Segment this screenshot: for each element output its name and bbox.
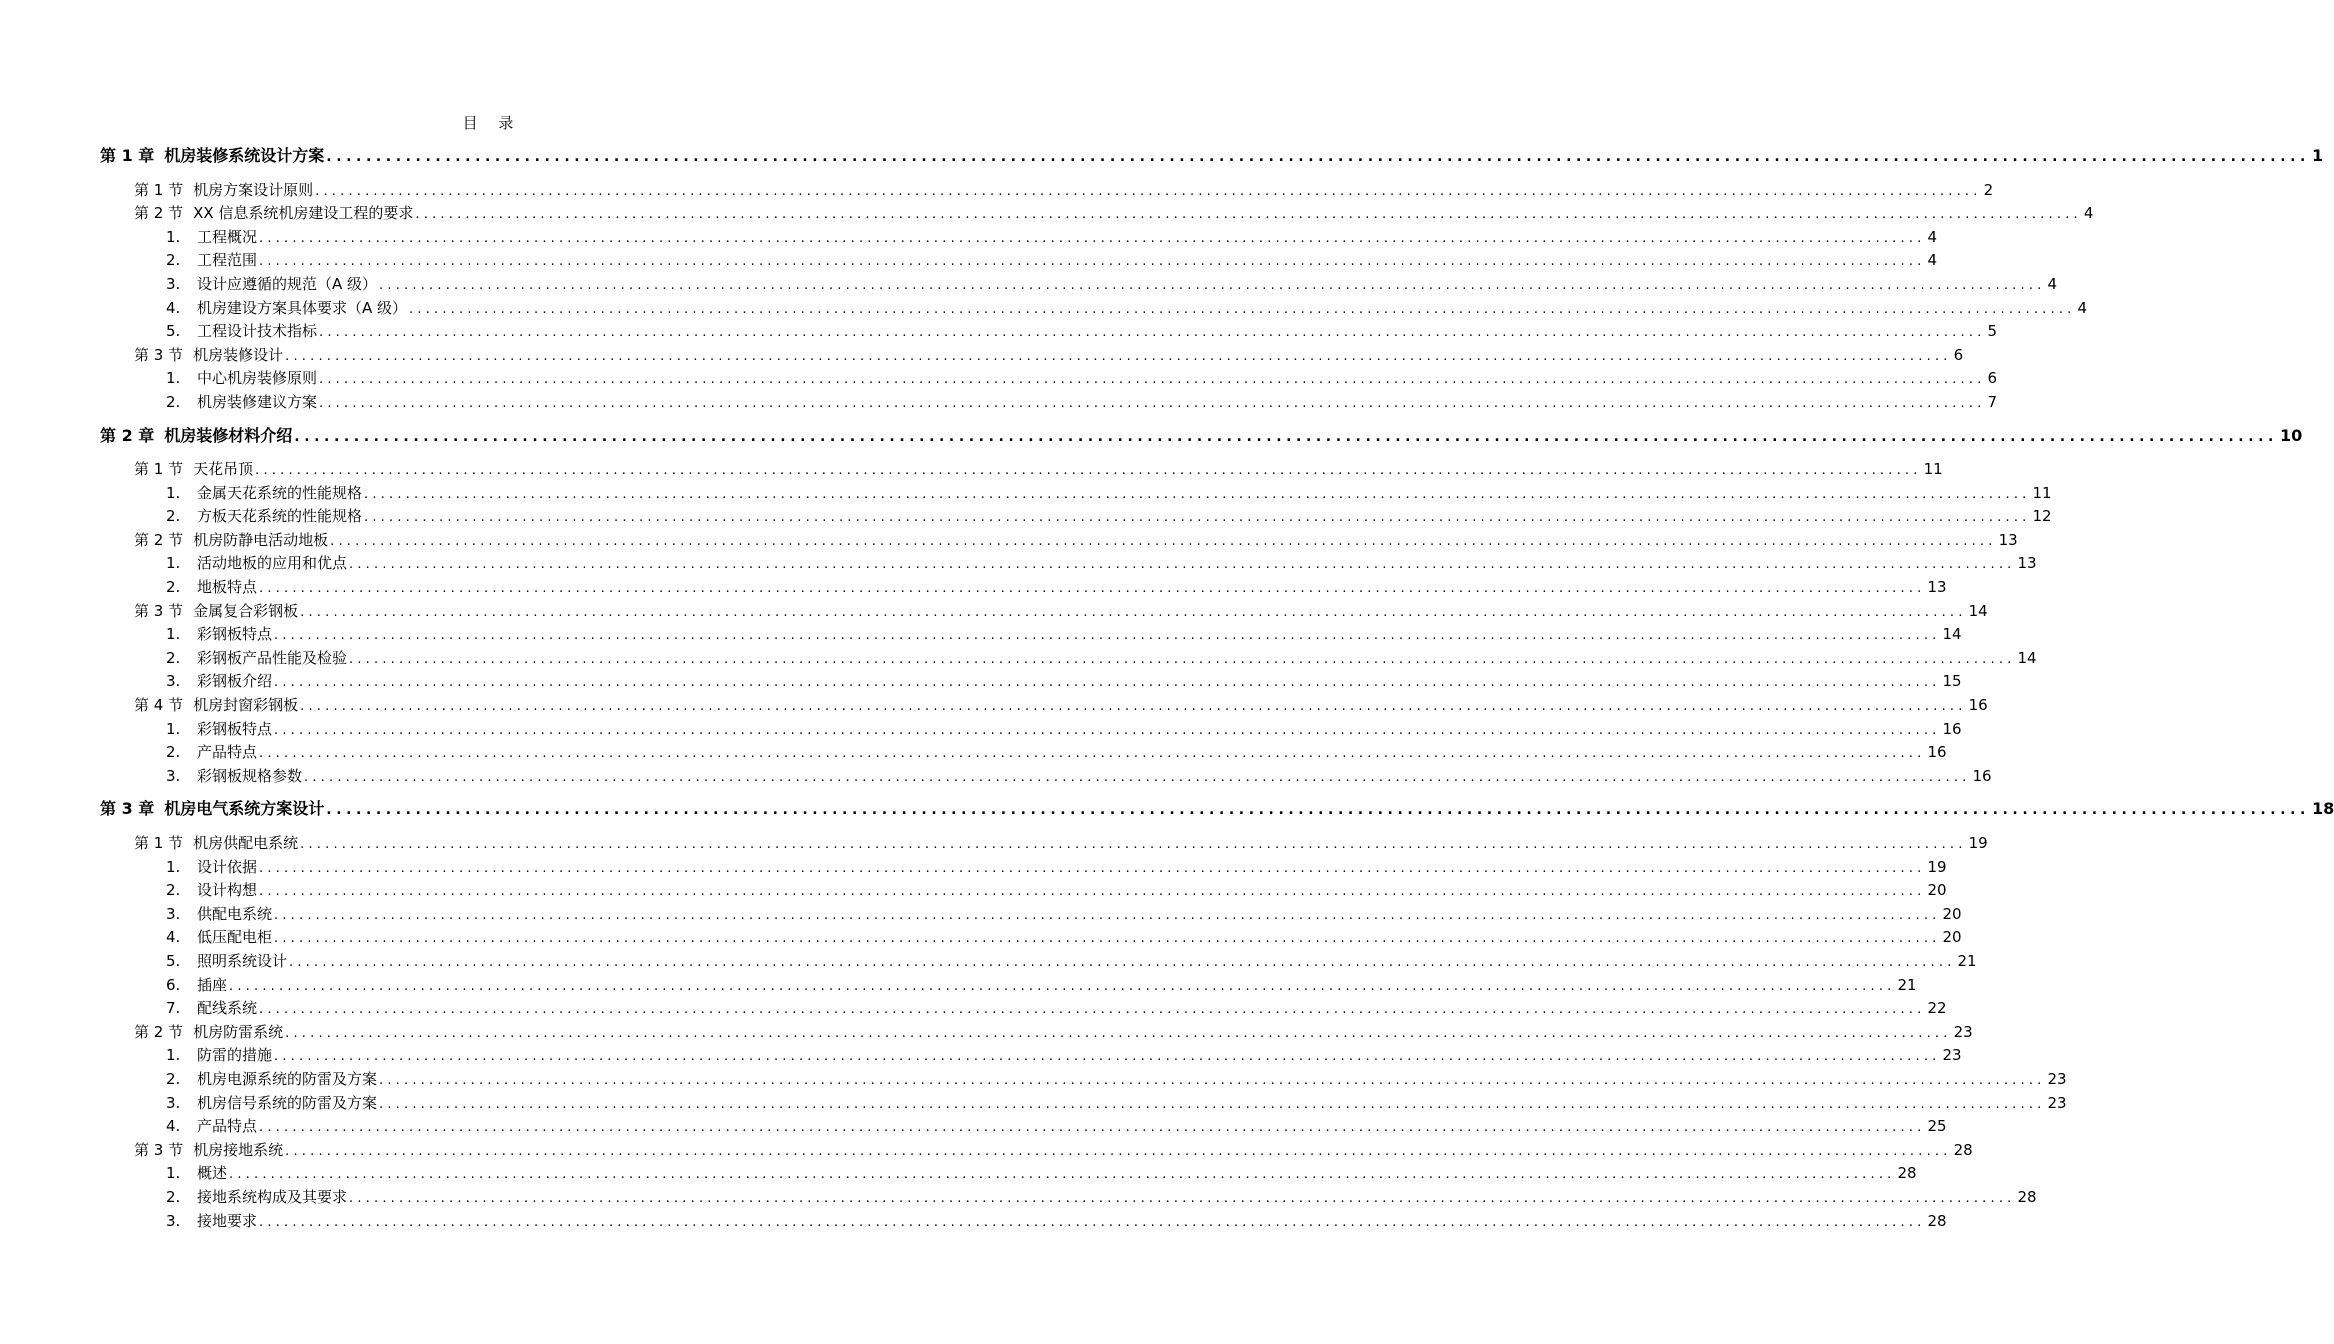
- toc-subsection-entry[interactable]: [166, 225, 1938, 249]
- toc-entry-text: 设计应遵循的规范（A 级）: [197, 274, 378, 293]
- toc-page-number: 19: [1968, 833, 1988, 852]
- dot-leader: ........................................................................................................................................................................................................: [364, 510, 2031, 526]
- toc-page-number: 14: [1942, 625, 1962, 644]
- toc-entry-text: 彩钢板产品性能及检验: [197, 648, 348, 667]
- toc-entry-label: [166, 855, 257, 879]
- toc-entry-label: [166, 1209, 257, 1233]
- toc-entry-label: [166, 973, 227, 997]
- toc-entry-text: 彩钢板介绍: [197, 672, 273, 691]
- toc-entry-label: [166, 949, 287, 973]
- toc-subsection-entry[interactable]: [166, 902, 1962, 926]
- toc-entry-text: 机房防雷系统: [193, 1022, 284, 1041]
- toc-entry-text: 机房装修设计: [193, 345, 284, 364]
- toc-entry-number: 7.: [166, 999, 181, 1018]
- toc-entry-number: 2.: [166, 578, 181, 596]
- toc-entry-number: 2.: [166, 1187, 181, 1206]
- dot-leader: ........................................................................................................................................................................................................: [255, 463, 1922, 478]
- toc-entry-number: 4.: [166, 928, 181, 947]
- toc-entry-number: 2.: [166, 648, 181, 667]
- toc-entry-text: 插座: [197, 975, 228, 994]
- toc-chapter-entry[interactable]: [100, 424, 2303, 448]
- toc-entry-label: [166, 248, 257, 272]
- toc-entry-label: [166, 1043, 272, 1067]
- toc-entry-number: 第 4 节: [134, 696, 184, 714]
- toc-entry-text: 工程设计技术指标: [197, 322, 318, 341]
- toc-entry-number: 1.: [166, 369, 181, 388]
- toc-page-number: 13: [2017, 554, 2037, 573]
- toc-entry-label: [166, 366, 317, 390]
- toc-entry-text: 工程范围: [197, 251, 258, 270]
- dot-leader: ........................................................................................................................................................................................................: [326, 149, 2310, 165]
- toc-page-number: 28: [1953, 1140, 1973, 1159]
- toc-subsection-entry[interactable]: [166, 764, 1992, 788]
- toc-subsection-entry[interactable]: [166, 1185, 2037, 1209]
- toc-entry-label: [166, 717, 272, 741]
- toc-entry-text: XX 信息系统机房建设工程的要求: [193, 204, 414, 223]
- toc-entry-label: [166, 1185, 347, 1209]
- toc-entry-label: [166, 878, 257, 902]
- toc-entry-text: 金属天花系统的性能规格: [197, 483, 363, 502]
- dot-leader: ........................................................................................................................................................................................................: [364, 486, 2031, 502]
- toc-entry-number: 1.: [166, 227, 181, 246]
- toc-section-entry[interactable]: [134, 831, 1988, 855]
- toc-page-number: 18: [2311, 799, 2334, 819]
- toc-entry-text: 机房装修材料介绍: [164, 425, 293, 445]
- toc-entry-number: 1.: [166, 625, 181, 644]
- toc-entry-number: 1.: [166, 1164, 181, 1183]
- toc-entry-number: 4.: [166, 298, 181, 317]
- toc-subsection-entry[interactable]: [166, 996, 1947, 1020]
- toc-entry-number: 第 3 节: [134, 345, 184, 364]
- toc-entry-text: 金属复合彩钢板: [193, 601, 299, 620]
- toc-page-number: 2: [1983, 180, 1994, 199]
- toc-entry-text: 地板特点: [197, 578, 258, 596]
- toc-subsection-entry[interactable]: [166, 646, 2037, 670]
- toc-page-number: 5: [1987, 322, 1998, 341]
- dot-leader: ........................................................................................................................................................................................................: [274, 675, 1941, 691]
- dot-leader: ........................................................................................................................................................................................................: [415, 207, 2082, 223]
- toc-section-entry[interactable]: [134, 1138, 1973, 1162]
- toc-page-number: 28: [1927, 1211, 1947, 1230]
- toc-page-number: 23: [1953, 1022, 1973, 1041]
- toc-entry-number: 2.: [166, 881, 181, 900]
- toc-subsection-entry[interactable]: [166, 949, 1977, 973]
- toc-entry-number: 第 3 节: [134, 1140, 184, 1159]
- toc-entry-text: 防雷的措施: [197, 1046, 273, 1065]
- toc-entry-number: 第 1 节: [134, 460, 184, 478]
- toc-page-number: 21: [1897, 975, 1917, 994]
- toc-page-number: 4: [2077, 298, 2088, 317]
- toc-page-number: 11: [1923, 460, 1943, 478]
- toc-page-number: 4: [2083, 204, 2094, 223]
- toc-page-number: 25: [1927, 1117, 1947, 1136]
- toc-entry-label: [166, 1067, 377, 1091]
- toc-entry-label: [100, 144, 324, 168]
- toc-subsection-entry[interactable]: [166, 1043, 1962, 1067]
- toc-subsection-entry[interactable]: [166, 319, 1998, 343]
- toc-page-number: 12: [2032, 507, 2052, 526]
- toc-section-entry[interactable]: [134, 178, 1994, 202]
- dot-leader: ........................................................................................................................................................................................................: [229, 978, 1896, 994]
- toc-subsection-entry[interactable]: [166, 855, 1947, 879]
- toc-entry-number: 2.: [166, 1069, 181, 1088]
- toc-entry-number: 2.: [166, 507, 181, 526]
- toc-entry-label: [166, 296, 407, 320]
- toc-entry-label: [166, 902, 272, 926]
- dot-leader: ........................................................................................................................................................................................................: [274, 722, 1941, 738]
- toc-subsection-entry[interactable]: [166, 551, 2037, 575]
- toc-entry-label: [134, 1138, 283, 1162]
- toc-entry-text: 产品特点: [197, 1117, 258, 1136]
- toc-page-number: 4: [2047, 274, 2058, 293]
- toc-page-number: 23: [2047, 1069, 2067, 1088]
- toc-page-number: 7: [1987, 392, 1998, 411]
- dot-leader: ........................................................................................................................................................................................................: [326, 802, 2310, 819]
- toc-entry-number: 1.: [166, 554, 181, 573]
- dot-leader: ........................................................................................................................................................................................................: [349, 1190, 2016, 1206]
- toc-page-number: 19: [1927, 857, 1947, 876]
- toc-entry-number: 3.: [166, 274, 181, 293]
- toc-subsection-entry[interactable]: [166, 481, 2052, 505]
- toc-subsection-entry[interactable]: [166, 622, 1962, 646]
- toc-section-entry[interactable]: [134, 693, 1988, 717]
- toc-page-number: 16: [1972, 766, 1992, 785]
- toc-entry-number: 第 1 节: [134, 180, 184, 199]
- toc-section-entry[interactable]: [134, 343, 1964, 367]
- dot-leader: ........................................................................................................................................................................................................: [259, 1002, 1926, 1018]
- toc-entry-number: 第 2 章: [100, 425, 155, 445]
- toc-page-number: 21: [1957, 951, 1977, 970]
- toc-page-number: 16: [1927, 743, 1947, 762]
- toc-page-number: 13: [1998, 530, 2018, 549]
- toc-entry-label: [166, 622, 272, 646]
- toc-subsection-entry[interactable]: [166, 740, 1947, 764]
- toc-page-number: 22: [1927, 999, 1947, 1018]
- toc-entry-label: [134, 528, 328, 552]
- dot-leader: ........................................................................................................................................................................................................: [300, 604, 1967, 620]
- toc-page-number: 20: [1942, 904, 1962, 923]
- dot-leader: ........................................................................................................................................................................................................: [319, 372, 1986, 388]
- toc-entry-text: 照明系统设计: [197, 951, 288, 970]
- dot-leader: ........................................................................................................................................................................................................: [349, 651, 2016, 667]
- toc-entry-text: 彩钢板特点: [197, 625, 273, 644]
- toc-subsection-entry[interactable]: [166, 669, 1962, 693]
- toc-entry-label: [100, 797, 324, 821]
- toc-entry-label: [166, 1161, 227, 1185]
- toc-page-number: 15: [1942, 672, 1962, 691]
- toc-subsection-entry[interactable]: [166, 717, 1962, 741]
- toc-subsection-entry[interactable]: [166, 1209, 1947, 1233]
- toc-entry-text: 彩钢板规格参数: [197, 766, 303, 785]
- toc-subsection-entry[interactable]: [166, 878, 1947, 902]
- toc-entry-text: 机房接地系统: [193, 1140, 284, 1159]
- toc-entry-number: 4.: [166, 1117, 181, 1136]
- toc-entry-label: [100, 424, 292, 448]
- toc-section-entry[interactable]: [134, 1020, 1973, 1044]
- dot-leader: ........................................................................................................................................................................................................: [259, 254, 1926, 270]
- toc-page-number: 13: [1927, 578, 1947, 596]
- toc-entry-number: 第 1 节: [134, 833, 184, 852]
- toc-section-entry[interactable]: [134, 599, 1988, 623]
- toc-entry-number: 第 3 节: [134, 601, 184, 620]
- dot-leader: ........................................................................................................................................................................................................: [315, 183, 1982, 199]
- toc-entry-label: [166, 272, 377, 296]
- toc-entry-number: 2.: [166, 392, 181, 411]
- dot-leader: ........................................................................................................................................................................................................: [229, 1167, 1896, 1183]
- toc-entry-number: 3.: [166, 766, 181, 785]
- dot-leader: ........................................................................................................................................................................................................: [379, 1096, 2046, 1112]
- dot-leader: ........................................................................................................................................................................................................: [409, 301, 2076, 317]
- toc-entry-text: 供配电系统: [197, 904, 273, 923]
- toc-title: 目 录: [462, 114, 522, 132]
- dot-leader: ........................................................................................................................................................................................................: [259, 746, 1926, 762]
- dot-leader: ........................................................................................................................................................................................................: [285, 1143, 1952, 1159]
- toc-entry-number: 5.: [166, 951, 181, 970]
- toc-section-entry[interactable]: [134, 528, 2018, 552]
- dot-leader: ........................................................................................................................................................................................................: [379, 1072, 2046, 1088]
- toc-page-number: 20: [1942, 928, 1962, 947]
- toc-subsection-entry[interactable]: [166, 575, 1947, 599]
- toc-subsection-entry[interactable]: [166, 1067, 2067, 1091]
- toc-entry-label: [166, 551, 347, 575]
- toc-entry-label: [166, 225, 257, 249]
- toc-entry-text: 机房防静电活动地板: [193, 530, 329, 549]
- toc-entry-label: [166, 504, 362, 528]
- toc-entry-text: 机房方案设计原则: [193, 180, 314, 199]
- toc-entry-text: 机房封窗彩钢板: [193, 696, 299, 714]
- toc-entry-label: [134, 201, 413, 225]
- toc-entry-label: [166, 1091, 377, 1115]
- toc-page-number: 10: [2279, 425, 2303, 445]
- toc-page-number: 4: [1927, 251, 1938, 270]
- toc-page-number: 23: [2047, 1093, 2067, 1112]
- toc-entry-label: [134, 178, 313, 202]
- dot-leader: ........................................................................................................................................................................................................: [259, 230, 1926, 246]
- toc-subsection-entry[interactable]: [166, 1091, 2067, 1115]
- dot-leader: ........................................................................................................................................................................................................: [285, 1025, 1952, 1041]
- toc-page-number: 28: [1897, 1164, 1917, 1183]
- toc-page-number: 16: [1968, 696, 1988, 714]
- toc-entry-number: 第 2 节: [134, 530, 184, 549]
- toc-subsection-entry[interactable]: [166, 925, 1962, 949]
- toc-page-number: 6: [1953, 345, 1964, 364]
- toc-page-number: 28: [2017, 1187, 2037, 1206]
- toc-entry-text: 中心机房装修原则: [197, 369, 318, 388]
- dot-leader: ........................................................................................................................................................................................................: [379, 277, 2046, 293]
- toc-page-number: 6: [1987, 369, 1998, 388]
- toc-entry-text: 机房信号系统的防雷及方案: [197, 1093, 378, 1112]
- toc-page-number: 14: [1968, 601, 1988, 620]
- toc-entry-text: 概述: [197, 1164, 228, 1183]
- toc-subsection-entry[interactable]: [166, 973, 1917, 997]
- toc-entry-label: [166, 481, 362, 505]
- toc-page-number: 16: [1942, 719, 1962, 738]
- toc-entry-label: [134, 693, 298, 717]
- toc-entry-label: [166, 669, 272, 693]
- dot-leader: ........................................................................................................................................................................................................: [349, 557, 2016, 573]
- dot-leader: ........................................................................................................................................................................................................: [259, 1214, 1926, 1230]
- toc-entry-label: [134, 831, 298, 855]
- toc-entry-label: [134, 599, 298, 623]
- toc-entry-number: 第 1 章: [100, 146, 155, 165]
- toc-entry-label: [166, 390, 317, 414]
- toc-page-number: 1: [2311, 146, 2324, 165]
- toc-entry-number: 1.: [166, 483, 181, 502]
- toc-entry-text: 机房电源系统的防雷及方案: [197, 1069, 378, 1088]
- dot-leader: ........................................................................................................................................................................................................: [285, 348, 1952, 364]
- toc-entry-text: 机房建设方案具体要求（A 级）: [197, 298, 408, 317]
- toc-entry-number: 3.: [166, 672, 181, 691]
- toc-entry-number: 第 2 节: [134, 1022, 184, 1041]
- toc-entry-label: [166, 646, 347, 670]
- toc-entry-number: 第 2 节: [134, 204, 184, 223]
- dot-leader: ........................................................................................................................................................................................................: [274, 628, 1941, 644]
- toc-entry-text: 彩钢板特点: [197, 719, 273, 738]
- dot-leader: ........................................................................................................................................................................................................: [274, 1049, 1941, 1065]
- toc-subsection-entry[interactable]: [166, 1114, 1947, 1138]
- dot-leader: ........................................................................................................................................................................................................: [274, 931, 1941, 947]
- toc-chapter-entry[interactable]: [100, 144, 2324, 168]
- dot-leader: ........................................................................................................................................................................................................: [300, 699, 1967, 714]
- toc-entry-number: 2.: [166, 251, 181, 270]
- dot-leader: ........................................................................................................................................................................................................: [259, 581, 1926, 596]
- toc-subsection-entry[interactable]: [166, 504, 2052, 528]
- toc-page-number: 14: [2017, 648, 2037, 667]
- toc-entry-label: [166, 1114, 257, 1138]
- toc-entry-text: 配线系统: [197, 999, 258, 1018]
- dot-leader: ........................................................................................................................................................................................................: [319, 395, 1986, 411]
- toc-section-entry[interactable]: [134, 201, 2094, 225]
- toc-entry-text: 活动地板的应用和优点: [197, 554, 348, 573]
- toc-subsection-entry[interactable]: [166, 296, 2088, 320]
- toc-entry-text: 设计依据: [197, 857, 258, 876]
- toc-entry-label: [166, 764, 302, 788]
- toc-section-entry[interactable]: [134, 457, 1943, 481]
- toc-chapter-entry[interactable]: [100, 797, 2334, 821]
- toc-entry-text: 机房电气系统方案设计: [164, 799, 325, 819]
- dot-leader: ........................................................................................................................................................................................................: [319, 325, 1986, 341]
- toc-entry-label: [166, 319, 317, 343]
- toc-page-number: 23: [1942, 1046, 1962, 1065]
- toc-entry-label: [134, 1020, 283, 1044]
- toc-entry-number: 6.: [166, 975, 181, 994]
- toc-subsection-entry[interactable]: [166, 272, 2058, 296]
- toc-entry-text: 机房装修建议方案: [197, 392, 318, 411]
- toc-entry-text: 工程概况: [197, 227, 258, 246]
- toc-entry-text: 设计构想: [197, 881, 258, 900]
- dot-leader: ........................................................................................................................................................................................................: [259, 860, 1926, 876]
- toc-page-number: 20: [1927, 881, 1947, 900]
- dot-leader: ........................................................................................................................................................................................................: [304, 769, 1971, 785]
- dot-leader: ........................................................................................................................................................................................................: [294, 428, 2278, 445]
- dot-leader: ........................................................................................................................................................................................................: [274, 907, 1941, 923]
- toc-entry-number: 2.: [166, 743, 181, 762]
- toc-entry-text: 产品特点: [197, 743, 258, 762]
- toc-subsection-entry[interactable]: [166, 1161, 1917, 1185]
- toc-entry-text: 低压配电柜: [197, 928, 273, 947]
- dot-leader: ........................................................................................................................................................................................................: [330, 533, 1997, 549]
- toc-subsection-entry[interactable]: [166, 366, 1998, 390]
- toc-entry-number: 5.: [166, 322, 181, 341]
- toc-entry-label: [166, 996, 257, 1020]
- toc-entry-text: 天花吊顶: [193, 460, 254, 478]
- toc-entry-label: [166, 575, 257, 599]
- toc-entry-label: [166, 925, 272, 949]
- toc-entry-number: 1.: [166, 1046, 181, 1065]
- toc-entry-number: 1.: [166, 719, 181, 738]
- toc-entry-text: 方板天花系统的性能规格: [197, 507, 363, 526]
- toc-entry-text: 接地要求: [197, 1211, 258, 1230]
- toc-entry-text: 机房装修系统设计方案: [164, 146, 325, 165]
- toc-entry-label: [134, 343, 283, 367]
- toc-entry-label: [166, 740, 257, 764]
- toc-subsection-entry[interactable]: [166, 248, 1938, 272]
- dot-leader: ........................................................................................................................................................................................................: [300, 836, 1967, 852]
- toc-entry-number: 3.: [166, 1211, 181, 1230]
- toc-entry-number: 3.: [166, 1093, 181, 1112]
- toc-subsection-entry[interactable]: [166, 390, 1998, 414]
- toc-entry-number: 3.: [166, 904, 181, 923]
- dot-leader: ........................................................................................................................................................................................................: [259, 884, 1926, 900]
- toc-page-number: 11: [2032, 483, 2052, 502]
- toc-page-number: 4: [1927, 227, 1938, 246]
- toc-entry-text: 接地系统构成及其要求: [197, 1187, 348, 1206]
- toc-entry-number: 第 3 章: [100, 799, 155, 819]
- toc-entry-text: 机房供配电系统: [193, 833, 299, 852]
- toc-entry-label: [134, 457, 253, 481]
- dot-leader: ........................................................................................................................................................................................................: [259, 1120, 1926, 1136]
- toc-entry-number: 1.: [166, 857, 181, 876]
- dot-leader: ........................................................................................................................................................................................................: [289, 954, 1956, 970]
